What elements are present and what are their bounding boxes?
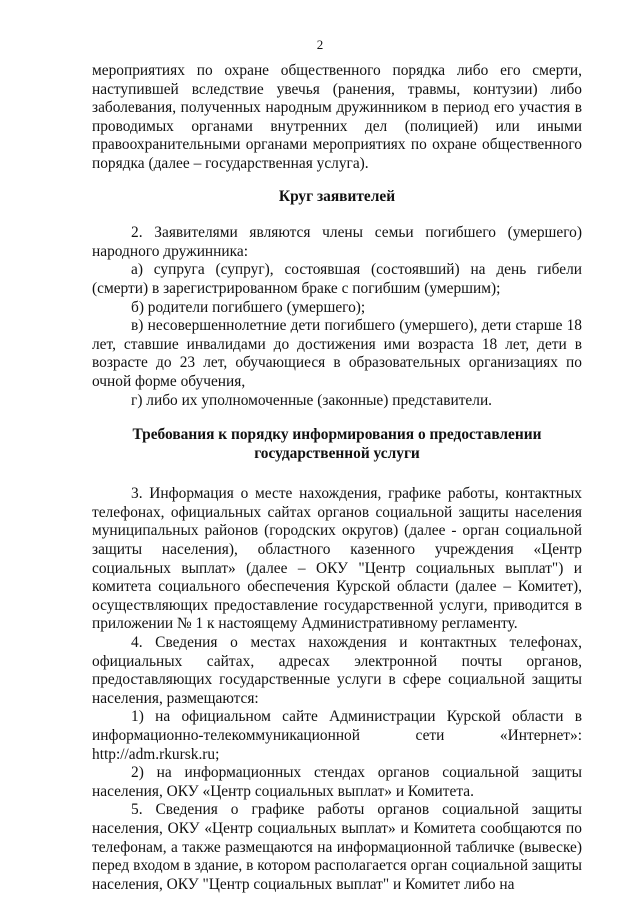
paragraph-2: 2. Заявителями являются члены семьи погибшего (умершего) народного дружинника:	[92, 224, 582, 260]
list-item-b: б) родители погибшего (умершего);	[131, 298, 366, 316]
paragraph-4-2: 2) на информационных стендах органов социальной защиты населения, ОКУ «Центр социальных выплат» и Комитета.	[92, 764, 582, 800]
paragraph-5: 5. Сведения о графике работы органов социальной защиты населения, ОКУ «Центр социальных выплат» и Комитета сообщаются по телефонам, а также размещаются на информационной табличке (вывеске) перед входом в здание, в котором располагается орган социальной защиты населения, ОКУ "Центр социальных выплат" и Комитет либо на	[92, 801, 582, 893]
page-number: 2	[316, 37, 324, 52]
paragraph-4-1: 1) на официальном сайте Администрации Курской области в информационно-телекоммуникационной сети «Интернет»: http://adm.rkursk.ru;	[92, 708, 582, 763]
document-body	[92, 62, 582, 894]
section-title-line-2: государственной услуги	[254, 444, 420, 462]
list-item-v: в) несовершеннолетние дети погибшего (умершего), дети старше 18 лет, ставшие инвалидами до достижения ими возраста 18 лет, дети в возрасте до 23 лет, обучающиеся в образовательных организациях по очной форме обучения,	[92, 317, 582, 390]
intro-paragraph: мероприятиях по охране общественного порядка либо его смерти, наступившей вследствие увечья (ранения, травмы, контузии) либо заболевания, полученных народным дружинником в период его участия в проводимых органами внутренних дел (полицией) или иными правоохранительными органами мероприятиях по охране общественного порядка (далее – государственная услуга).	[92, 62, 582, 172]
paragraph-3: 3. Информация о месте нахождения, графике работы, контактных телефонах, официальных сайтах органов социальной защиты населения муниципальных районов (городских округов) (далее - орган социальной защиты населения), областного казенного учреждения «Центр социальных выплат» (далее – ОКУ "Центр социальных выплат") и комитета социального обеспечения Курской области (далее – Комитет), осуществляющих предоставление государственной услуги, приводится в приложении № 1 к настоящему Административному регламенту.	[92, 485, 582, 633]
list-item-g: г) либо их уполномоченные (законные) представители.	[131, 391, 493, 409]
list-item-a: а) супруга (супруг), состоявшая (состоявший) на день гибели (смерти) в зарегистрированном браке с погибшим (умершим);	[92, 261, 582, 297]
section-title-applicants: Круг заявителей	[278, 187, 396, 205]
paragraph-4: 4. Сведения о местах нахождения и контактных телефонах, официальных сайтах, адресах электронной почты органов, предоставляющих государственные услуги в сфере социальной защиты населения, размещаются:	[92, 634, 582, 707]
section-title-line-1: Требования к порядку информирования о предоставлении	[132, 426, 542, 444]
section-title-information-requirements	[92, 426, 582, 463]
